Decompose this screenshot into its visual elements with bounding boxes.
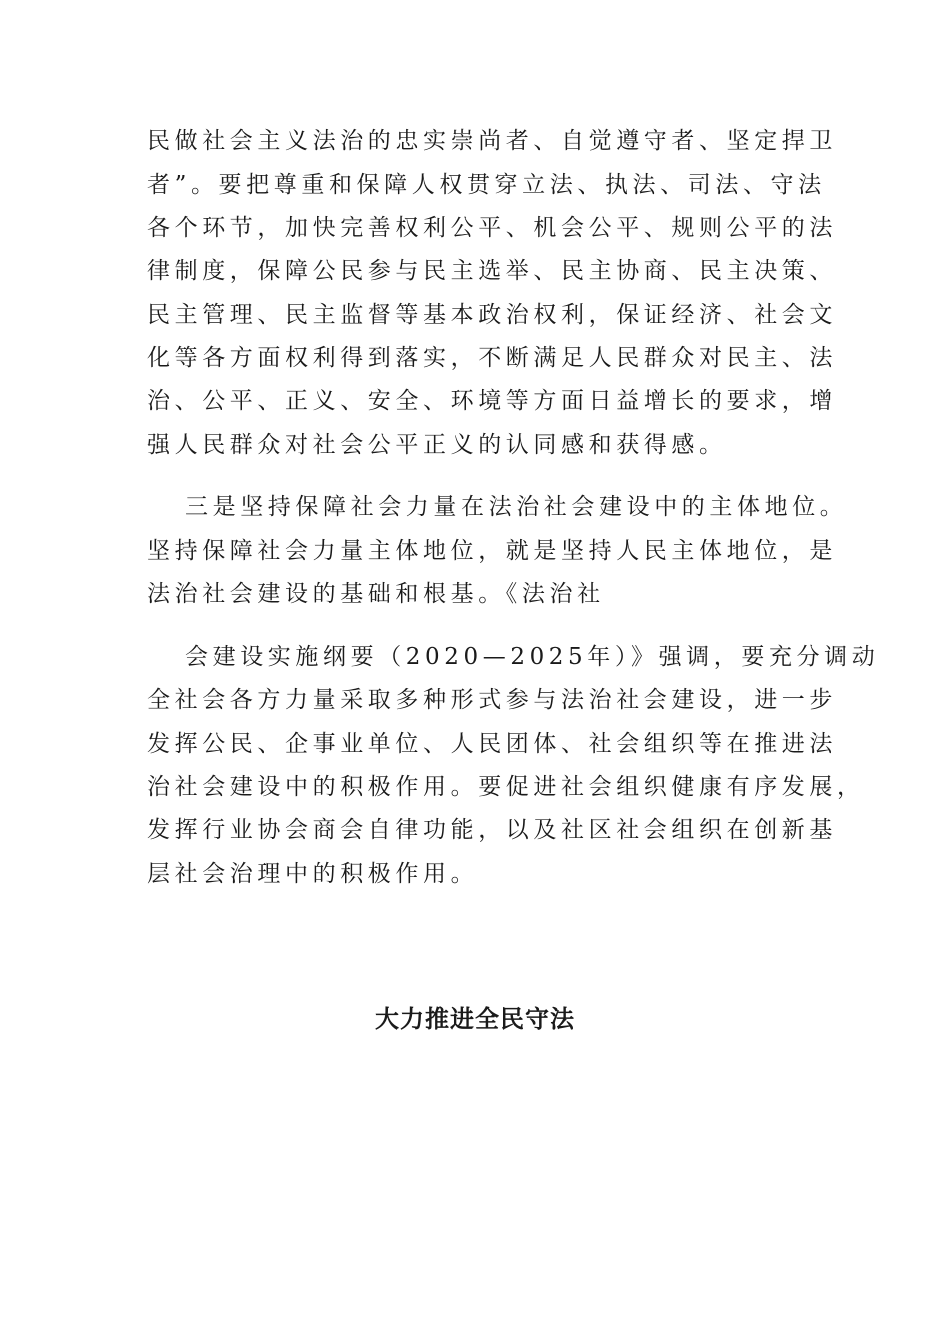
text-line: 强人民群众对社会公平正义的认同感和获得感。: [147, 432, 727, 458]
text-line: 三是坚持保障社会力量在法治社会建设中的主体地位。: [185, 494, 848, 520]
text-line: 民主管理、民主监督等基本政治权利，保证经济、社会文: [147, 302, 837, 328]
text-line: 民做社会主义法治的忠实崇尚者、自觉遵守者、坚定捍卫: [147, 128, 837, 154]
text-line: 律制度，保障公民参与民主选举、民主协商、民主决策、: [147, 258, 837, 284]
text-line: 层社会治理中的积极作用。: [147, 861, 479, 887]
section-heading: 大力推进全民守法: [375, 1005, 575, 1033]
text-line: 者”。要把尊重和保障人权贯穿立法、执法、司法、守法: [147, 172, 826, 198]
text-line: 发挥行业协会商会自律功能，以及社区社会组织在创新基: [147, 817, 837, 843]
text-line: 全社会各方力量采取多种形式参与法治社会建设，进一步: [147, 687, 837, 713]
text-line: 法治社会建设的基础和根基。《法治社: [147, 581, 605, 607]
text-line: 化等各方面权利得到落实，不断满足人民群众对民主、法: [147, 345, 837, 371]
text-line: 发挥公民、企事业单位、人民团体、社会组织等在推进法: [147, 731, 837, 757]
text-line: 治、公平、正义、安全、环境等方面日益增长的要求，增: [147, 388, 837, 414]
text-line: 治社会建设中的积极作用。要促进社会组织健康有序发展，: [147, 774, 865, 800]
text-line: 各个环节，加快完善权利公平、机会公平、规则公平的法: [147, 215, 837, 241]
text-line: 会建设实施纲要（2020—2025年）》强调，要充分调动: [185, 644, 880, 670]
text-line: 坚持保障社会力量主体地位，就是坚持人民主体地位，是: [147, 538, 837, 564]
